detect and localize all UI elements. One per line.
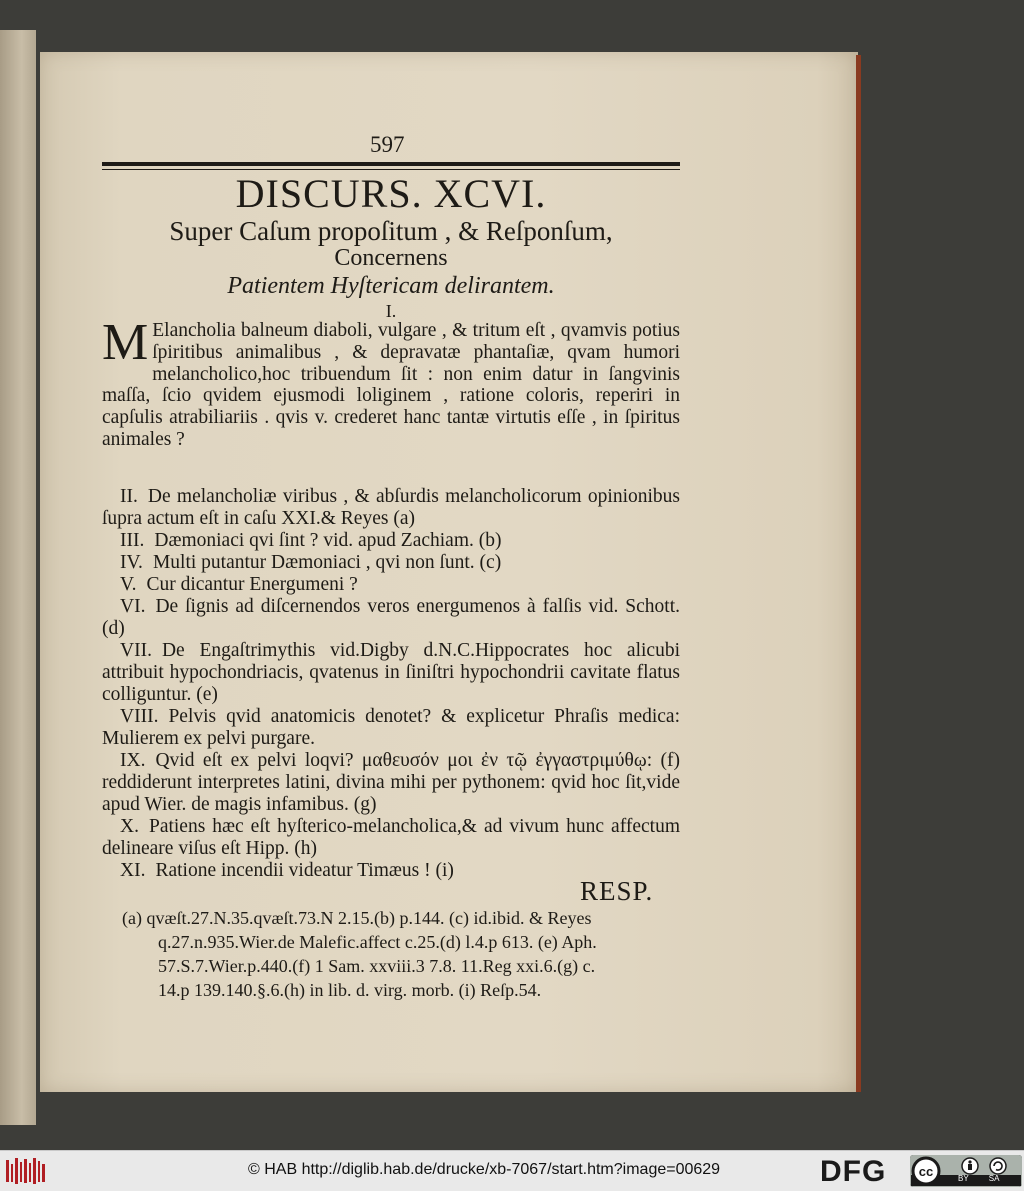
item-label: VII. — [120, 640, 152, 661]
page-fore-edge — [856, 55, 861, 1092]
section-item — [102, 596, 680, 640]
paragraph-one-text: Elancholia balneum diaboli, vulgare , & tritum eſt , qvamvis potius ſpiritibus animalibus , & depravatæ phantaſiæ, qvam humori melancholico,hoc tribuendum ſit : non enim datur in ſangvinis maſſa, ſcio qvidem ejusmodi loliginem , ratione coloris, reperiri in capſulis atrabiliariis . qvis v. crederet hanc tantæ virtutis eſſe , in ſpiritus animales ? — [102, 320, 680, 450]
item-label: IX. — [120, 750, 146, 771]
paragraph-one — [102, 314, 680, 451]
section-item — [102, 486, 680, 530]
section-item — [102, 706, 680, 750]
concerning-line: Concernens — [334, 245, 448, 271]
viewer-footer — [0, 1150, 1024, 1191]
hab-logo-icon — [4, 1156, 46, 1186]
footnote-line: (a) qvæſt.27.N.35.qvæſt.73.N 2.15.(b) p.144. (c) id.ibid. & Reyes — [122, 908, 592, 928]
section-item — [102, 640, 680, 705]
footnote-line: q.27.n.935.Wier.de Malefic.affect c.25.(d) l.4.p 613. (e) Aph. — [158, 932, 597, 952]
item-label: VI. — [120, 596, 146, 617]
item-text: Qvid eſt ex pelvi loqvi? μαθευσόν μοι ἐν τῷ ἐγγαστριμύθῳ: (f) reddiderunt interpretes latini, divina mihi per pythonem: qvid hoc ſit,vide apud Wier. de magis infamibus. (g) — [102, 750, 680, 815]
item-label: V. — [120, 574, 137, 595]
item-label: III. — [120, 530, 145, 551]
section-item — [102, 574, 680, 596]
page-number: 597 — [370, 132, 405, 157]
discourse-title: DISCURS. XCVI. — [235, 171, 547, 216]
item-label: XI. — [120, 860, 146, 881]
header-rule — [102, 162, 680, 166]
footnotes — [122, 906, 680, 1002]
item-text: De Engaſtrimythis vid.Digby d.N.C.Hippocrates hoc alicubi attribuit hypochondriacis, qvatenus in ſiniſtri hypochondrii cavitate flatus colliguntur. (e) — [102, 640, 680, 705]
section-item — [102, 552, 680, 574]
item-text: De melancholiæ viribus , & abſurdis melancholicorum opinionibus ſupra actum eſt in caſu XXI.& Reyes (a) — [102, 486, 680, 529]
license-label: BY SA — [958, 1174, 1000, 1183]
item-label: VIII. — [120, 706, 159, 727]
section-item — [102, 530, 680, 552]
item-text: Multi putantur Dæmoniaci , qvi non ſunt. (c) — [152, 552, 502, 573]
item-text: Cur dicantur Energumeni ? — [146, 574, 358, 595]
resp-heading: RESP. — [580, 876, 654, 906]
discourse-subtitle: Super Caſum propoſitum , & Reſponſum, — [169, 216, 613, 246]
item-label: X. — [120, 816, 139, 837]
footnote-line: 14.p 139.140.§.6.(h) in lib. d. virg. morb. (i) Reſp.54. — [158, 980, 542, 1000]
book-page — [40, 52, 858, 1092]
item-text: Pelvis qvid anatomicis denotet? & explicetur Phraſis medica: Mulierem ex pelvi purgare. — [102, 706, 680, 749]
section-item — [102, 816, 680, 860]
footnote-line: 57.S.7.Wier.p.440.(f) 1 Sam. xxviii.3 7.8. 11.Reg xxi.6.(g) c. — [158, 956, 596, 976]
item-text: De ſignis ad diſcernendos veros energumenos à falſis vid. Schott. (d) — [102, 596, 680, 639]
item-text: Ratione incendii videatur Timæus ! (i) — [155, 860, 454, 881]
dfg-logo: DFG — [820, 1155, 887, 1188]
item-label: IV. — [120, 552, 143, 573]
patient-line: Patientem Hyſtericam delirantem. — [227, 273, 555, 299]
svg-text:cc: cc — [918, 1164, 934, 1179]
section-number: I. — [385, 301, 397, 321]
drop-cap: M — [102, 314, 149, 371]
item-text: Dæmoniaci qvi ſint ? vid. apud Zachiam. (b) — [154, 530, 502, 551]
item-text: Patiens hæc eſt hyſterico-melancholica,& ad vivum hunc affectum delineare viſus eſt Hipp. (h) — [102, 816, 680, 859]
footer-citation-link[interactable]: © HAB http://diglib.hab.de/drucke/xb-7067/start.htm?image=00629 — [248, 1161, 721, 1178]
section-item — [102, 750, 680, 815]
item-label: II. — [120, 486, 138, 507]
previous-page-edge — [0, 30, 36, 1125]
